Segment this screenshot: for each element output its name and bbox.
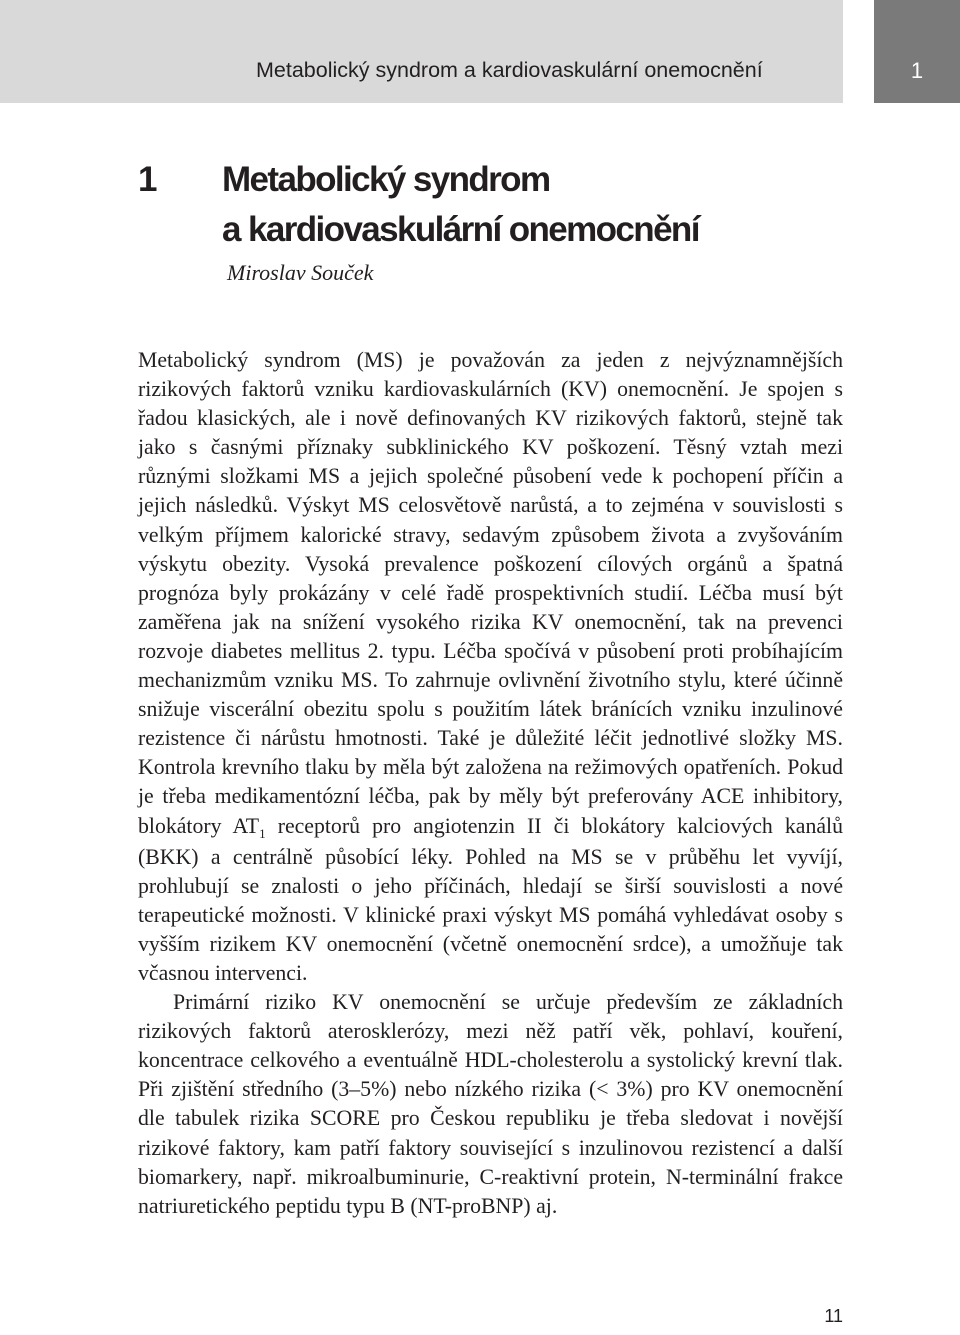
running-header-bar — [0, 0, 843, 103]
running-header-title: Metabolický syndrom a kardiovaskulární onemocnění — [256, 58, 763, 82]
subscript: 1 — [259, 825, 266, 841]
chapter-tab-number: 1 — [910, 58, 924, 83]
chapter-title-line-1: Metabolický syndrom — [222, 160, 550, 199]
page-number: 11 — [824, 1306, 843, 1326]
paragraph-1 — [138, 346, 843, 988]
paragraph-1-text-b: receptorů pro angiotenzin II či blokátory kalciových kanálů (BKK) a centrálně působící léky. Pohled na MS se v průběhu let vyvíjí, prohlubují se znalosti o jeho příčinách, hledají se širší souvislosti a nové terapeutické možnosti. V klinické praxi výskyt MS pomáhá vyhledávat osoby s vyšším rizikem KV onemocnění (včetně onemocnění srdce), a umožňuje tak včasnou intervenci. — [138, 813, 843, 985]
body-text — [138, 346, 843, 1221]
chapter-tab — [874, 0, 960, 103]
paragraph-2: Primární riziko KV onemocnění se určuje především ze základních rizikových faktorů aterosklerózy, mezi něž patří věk, pohlaví, kouření, koncentrace celkového a eventuálně HDL-cholesterolu a systolický krevní tlak. Při zjištění středního (3–5%) nebo nízkého rizika (< 3%) pro KV onemocnění dle tabulek rizika SCORE pro Českou republiku je třeba sledovat i novější rizikové faktory, kam patří faktory související s inzulinovou rezistencí a další biomarkery, např. mikroalbuminurie, C-reaktivní protein, N-terminální frakce natriuretického peptidu typu B (NT-proBNP) aj. — [138, 990, 843, 1218]
paragraph-1-text-a: Metabolický syndrom (MS) je považován za jeden z nejvýznamnějších rizikových faktorů vzniku kardiovaskulárních (KV) onemocnění. Je spojen s řadou klasických, ale i nově definovaných KV rizikových faktorů, stejně tak jako s časnými příznaky subklinického KV poškození. Těsný vztah mezi různými složkami MS a jejich společné působení vede k pochopení příčin a jejich následků. Výskyt MS celosvětově narůstá, a to zejména v souvislosti s velkým příjmem kalorické stravy, sedavým způsobem života a zvyšováním výskytu obezity. Vysoká prevalence poškození cílových orgánů a špatná prognóza byly prokázány v celé řadě prospektivních studií. Léčba musí být zaměřena jak na snížení vysokého rizika KV onemocnění, tak na prevenci rozvoje diabetes mellitus 2. typu. Léčba spočívá v působení proti probíhajícím mechanizmům vzniku MS. To zahrnuje ovlivnění životního stylu, které účinně snižuje viscerální obezitu spolu s použitím látek bránících vzniku inzulinové rezistence či nárůstu hmotnosti. Také je důležité léčit jednotlivé složky MS. Kontrola krevního tlaku by měla být založena na režimových opatřeních. Pokud je třeba medikamentózní léčba, pak by měly být preferovány ACE inhibitory, blokátory AT — [138, 348, 843, 838]
chapter-author: Miroslav Souček — [227, 260, 374, 285]
chapter-title-line-2: a kardiovaskulární onemocnění — [222, 210, 699, 249]
chapter-number: 1 — [138, 160, 156, 199]
